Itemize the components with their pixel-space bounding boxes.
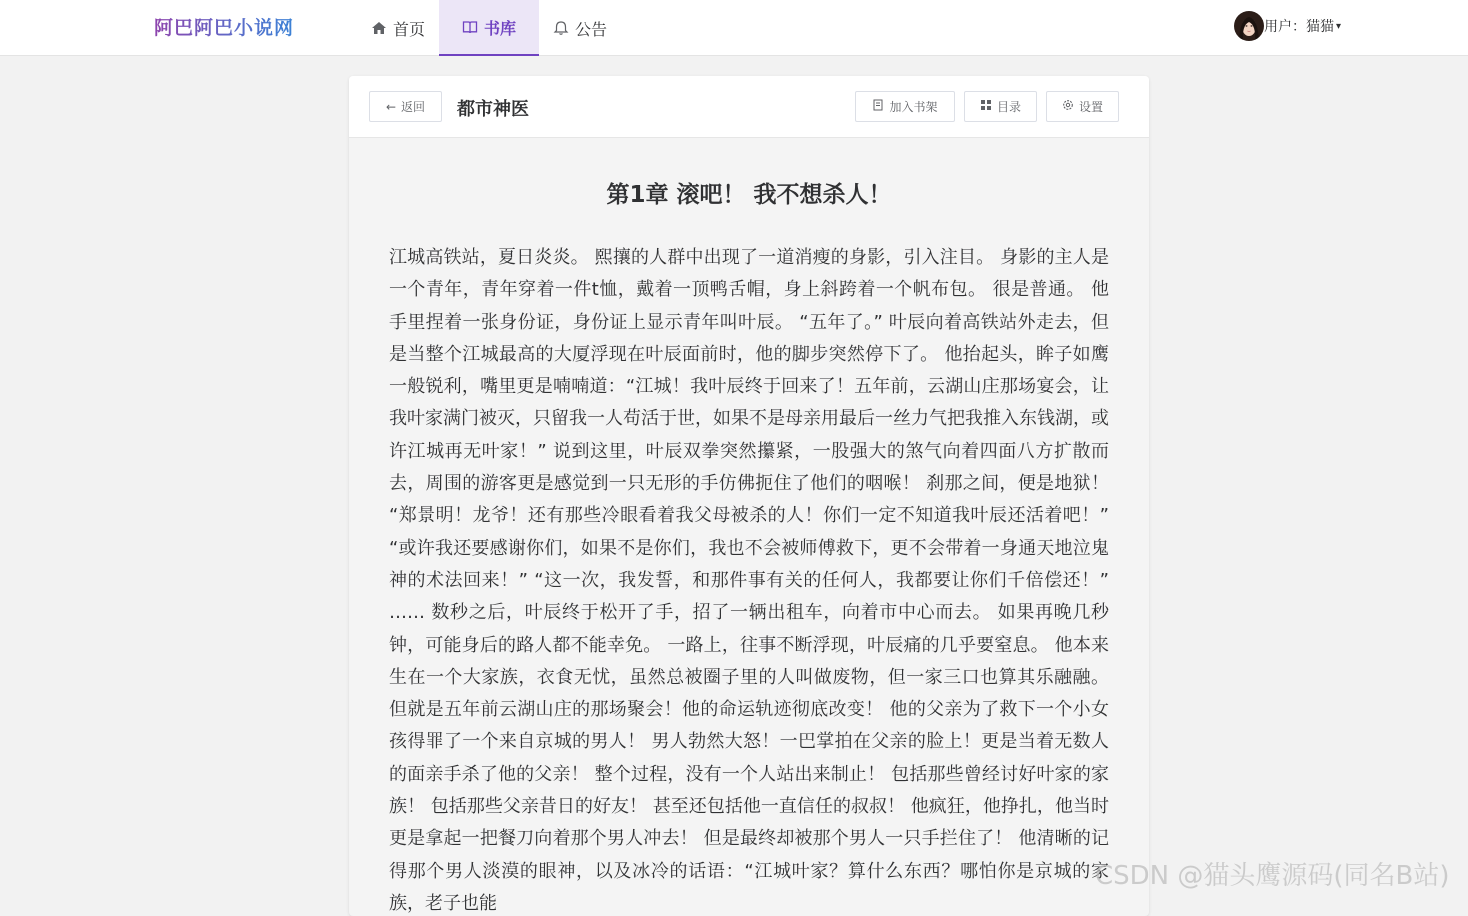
back-button[interactable] — [369, 91, 442, 122]
settings-label: 设置 — [1078, 100, 1103, 114]
table-of-contents-button[interactable] — [964, 91, 1037, 122]
nav-item-library[interactable] — [439, 0, 539, 56]
reader-card — [349, 76, 1149, 916]
arrow-left-icon: ← — [385, 99, 397, 114]
site-logo[interactable]: 阿巴阿巴小说网 — [154, 13, 294, 40]
user-label: 用户：猫猫 — [1263, 19, 1334, 35]
main-nav — [357, 0, 621, 56]
bell-icon — [553, 20, 569, 36]
chevron-down-icon[interactable]: ▾ — [1335, 20, 1341, 32]
reader-toolbar — [349, 76, 1149, 138]
table-of-contents-label: 目录 — [996, 100, 1021, 114]
add-to-shelf-button[interactable] — [855, 91, 955, 122]
nav-item-announcements-label: 公告 — [575, 19, 608, 39]
settings-button[interactable] — [1046, 91, 1119, 122]
gear-icon — [1062, 99, 1074, 114]
top-navbar — [0, 0, 1468, 56]
nav-item-home-label: 首页 — [393, 19, 426, 39]
back-button-label: 返回 — [401, 100, 426, 114]
grid-icon — [980, 99, 992, 114]
book-icon — [462, 19, 478, 35]
nav-item-home[interactable] — [357, 0, 439, 56]
chapter-text: 江城高铁站，夏日炎炎。 熙攘的人群中出现了一道消瘦的身影，引入注目。 身影的主人是一个青年，青年穿着一件t恤，戴着一顶鸭舌帽，身上斜跨着一个帆布包。 很是普通。 他手里捏着一张身份证，身份证上显示青年叫叶辰。 “五年了。” 叶辰向着高铁站外走去，但是当整个江城最高的大厦浮现在叶辰面前时，他的脚步突然停下了。 他抬起头，眸子如鹰一般锐利，嘴里更是喃喃道：“江城！我叶辰终于回来了！五年前，云湖山庄那场宴会，让我叶家满门被灭，只留我一人苟活于世，如果不是母亲用最后一丝力气把我推入东钱湖，或许江城再无叶家！” 说到这里，叶辰双拳突然攥紧，一股强大的煞气向着四面八方扩散而去，周围的游客更是感觉到一只无形的手仿佛扼住了他们的咽喉！ 刹那之间，便是地狱！ “郑景明！龙爷！还有那些冷眼看着我父母被杀的人！你们一定不知道我叶辰还活着吧！” “或许我还要感谢你们，如果不是你们，我也不会被师傅救下，更不会带着一身通天地泣鬼神的术法回来！” “这一次，我发誓，和那件事有关的任何人，我都要让你们千倍偿还！” …… 数秒之后，叶辰终于松开了手，招了一辆出租车，向着市中心而去。 如果再晚几秒钟，可能身后的路人都不能幸免。 一路上，往事不断浮现，叶辰痛的几乎要窒息。 他本来生在一个大家族，衣食无忧，虽然总被圈子里的人叫做废物，但一家三口也算其乐融融。 但就是五年前云湖山庄的那场聚会！他的命运轨迹彻底改变！ 他的父亲为了救下一个小女孩得罪了一个来自京城的男人！ 男人勃然大怒！一巴掌拍在父亲的脸上！更是当着无数人的面亲手杀了他的父亲！ 整个过程，没有一个人站出来制止！ 包括那些曾经讨好叶家的家族！ 包括那些父亲昔日的好友！ 甚至还包括他一直信任的叔叔！ 他疯狂，他挣扎，他当时更是拿起一把餐刀向着那个男人冲去！ 但是最终却被那个男人一只手拦住了！ 他清晰的记得那个男人淡漠的眼神，以及冰冷的话语：“江城叶家？算什么东西？哪怕你是京城的家族，老子也能 — [389, 247, 1109, 914]
bookmark-icon — [872, 99, 884, 114]
avatar[interactable] — [1234, 11, 1264, 41]
nav-item-library-label: 书库 — [484, 18, 517, 38]
home-icon — [371, 20, 387, 36]
add-to-shelf-label: 加入书架 — [889, 100, 938, 114]
watermark: CSDN @猫头鹰源码(同名B站) — [1095, 861, 1450, 891]
book-title: 都市神医 — [457, 99, 529, 120]
nav-item-announcements[interactable] — [539, 0, 621, 56]
user-menu[interactable] — [1234, 10, 1341, 42]
chapter-title: 第1章 滚吧！ 我不想杀人！ — [606, 182, 892, 208]
